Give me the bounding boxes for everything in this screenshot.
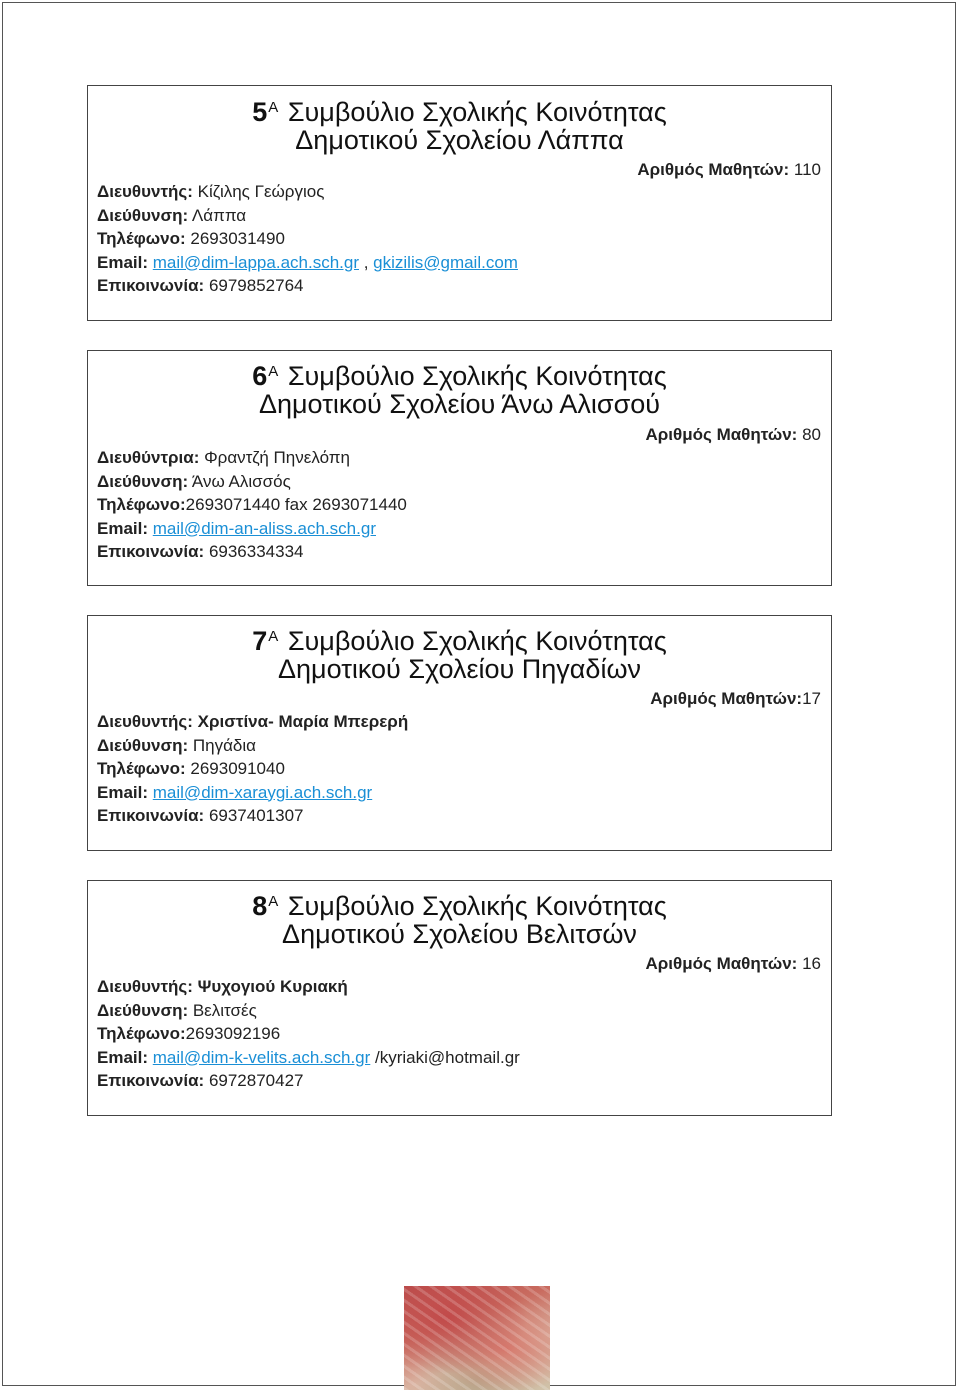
school-name: Δημοτικού Σχολείου Λάππα (295, 125, 624, 155)
ordinal-mark: Α (268, 628, 279, 645)
council-name: Συμβούλιο Σχολικής Κοινότητας (287, 97, 667, 127)
address-label: Διεύθυνση: (97, 735, 189, 755)
phone-label: Τηλέφωνο: (97, 495, 186, 514)
email-link[interactable]: mail@dim-an-aliss.ach.sch.gr (152, 518, 376, 538)
students-label: Αριθμός Μαθητών: (637, 160, 790, 179)
email-link[interactable]: mail@dim-lappa.ach.sch.gr (152, 252, 359, 272)
students-count (650, 689, 821, 709)
address-value: Πηγάδια (188, 735, 256, 755)
students-value: 16 (797, 954, 821, 973)
email-row (97, 251, 518, 275)
director-row (97, 180, 518, 204)
ordinal-mark: Α (268, 363, 279, 380)
phone-value: 2693071440 fax 2693071440 (185, 495, 407, 514)
details-list (97, 710, 408, 828)
director-row (97, 446, 407, 470)
details-list (97, 975, 520, 1093)
council-card-pigadia (87, 615, 832, 851)
school-name: Δημοτικού Σχολείου Άνω Αλισσού (258, 389, 661, 419)
contact-value: 6972870427 (204, 1071, 304, 1090)
students-value: 80 (797, 425, 821, 444)
phone-value: 2693092196 (185, 1024, 281, 1043)
address-value: Λάππα (188, 205, 247, 225)
ordinal-mark: Α (268, 99, 279, 116)
details-list (97, 446, 407, 564)
email-label: Email: (97, 1047, 149, 1067)
address-row (97, 999, 520, 1023)
contact-row (97, 804, 408, 828)
address-label: Διεύθυνση: (97, 471, 189, 491)
contact-value: 6979852764 (204, 276, 304, 295)
phone-label: Τηλέφωνο: (97, 1024, 186, 1043)
school-name: Δημοτικού Σχολείου Βελιτσών (282, 919, 637, 949)
details-list (97, 180, 518, 298)
email-label: Email: (97, 252, 149, 272)
address-row (97, 470, 407, 494)
email-separator: , (359, 252, 374, 272)
students-label: Αριθμός Μαθητών: (650, 689, 803, 708)
council-number: 8 (252, 891, 268, 921)
contact-label: Επικοινωνία: (97, 276, 205, 295)
contact-row (97, 1069, 520, 1093)
director-label: Διευθυντής: (97, 182, 193, 201)
ordinal-mark: Α (268, 893, 279, 910)
council-number: 6 (252, 361, 268, 391)
school-name: Δημοτικού Σχολείου Πηγαδίων (277, 654, 642, 684)
students-count (646, 954, 821, 974)
phone-row (97, 227, 518, 251)
council-card-velitses (87, 880, 832, 1116)
phone-row (97, 757, 408, 781)
contact-row (97, 274, 518, 298)
council-card-ano-alissos (87, 350, 832, 586)
director-label: Διευθύντρια: (97, 448, 200, 467)
director-value: Φραντζή Πηνελόπη (199, 448, 350, 467)
contact-value: 6936334334 (204, 542, 304, 561)
council-name: Συμβούλιο Σχολικής Κοινότητας (287, 361, 667, 391)
email-link[interactable]: mail@dim-xaraygi.ach.sch.gr (152, 782, 373, 802)
director-row (97, 710, 408, 734)
students-value: 17 (802, 689, 821, 708)
email-link[interactable]: mail@dim-k-velits.ach.sch.gr (152, 1047, 371, 1067)
email-label: Email: (97, 518, 149, 538)
email-row (97, 517, 407, 541)
council-name: Συμβούλιο Σχολικής Κοινότητας (287, 626, 667, 656)
phone-label: Τηλέφωνο: (97, 759, 186, 778)
director-value: Χριστίνα- Μαρία Μπερερή (192, 712, 409, 731)
address-value: Βελιτσές (188, 1000, 257, 1020)
students-value: 110 (789, 160, 821, 179)
students-label: Αριθμός Μαθητών: (645, 425, 798, 444)
address-row (97, 734, 408, 758)
phone-value: 2693031490 (185, 229, 285, 248)
contact-value: 6937401307 (204, 806, 304, 825)
director-label: Διευθυντής: (97, 712, 193, 731)
students-label: Αριθμός Μαθητών: (645, 954, 798, 973)
contact-label: Επικοινωνία: (97, 1071, 205, 1090)
email-row (97, 1046, 520, 1070)
phone-value: 2693091040 (185, 759, 285, 778)
email-extra: /kyriaki@hotmail.gr (370, 1047, 520, 1067)
contact-label: Επικοινωνία: (97, 806, 205, 825)
council-number: 7 (252, 626, 268, 656)
director-row (97, 975, 520, 999)
email-link-secondary[interactable]: gkizilis@gmail.com (373, 252, 518, 272)
council-number: 5 (252, 97, 268, 127)
phone-label: Τηλέφωνο: (97, 229, 186, 248)
address-row (97, 204, 518, 228)
director-label: Διευθυντής: (97, 977, 193, 996)
address-value: Άνω Αλισσός (188, 471, 291, 491)
contact-row (97, 540, 407, 564)
phone-row (97, 1022, 520, 1046)
address-label: Διεύθυνση: (97, 205, 189, 225)
school-photo (404, 1286, 550, 1390)
director-value: Ψυχογιού Κυριακή (192, 977, 348, 996)
students-count (646, 425, 821, 445)
contact-label: Επικοινωνία: (97, 542, 205, 561)
address-label: Διεύθυνση: (97, 1000, 189, 1020)
email-label: Email: (97, 782, 149, 802)
council-card-lappa (87, 85, 832, 321)
email-row (97, 781, 408, 805)
director-value: Κίζιλης Γεώργιος (192, 182, 325, 201)
students-count (637, 160, 821, 180)
phone-row (97, 493, 407, 517)
council-name: Συμβούλιο Σχολικής Κοινότητας (287, 891, 667, 921)
